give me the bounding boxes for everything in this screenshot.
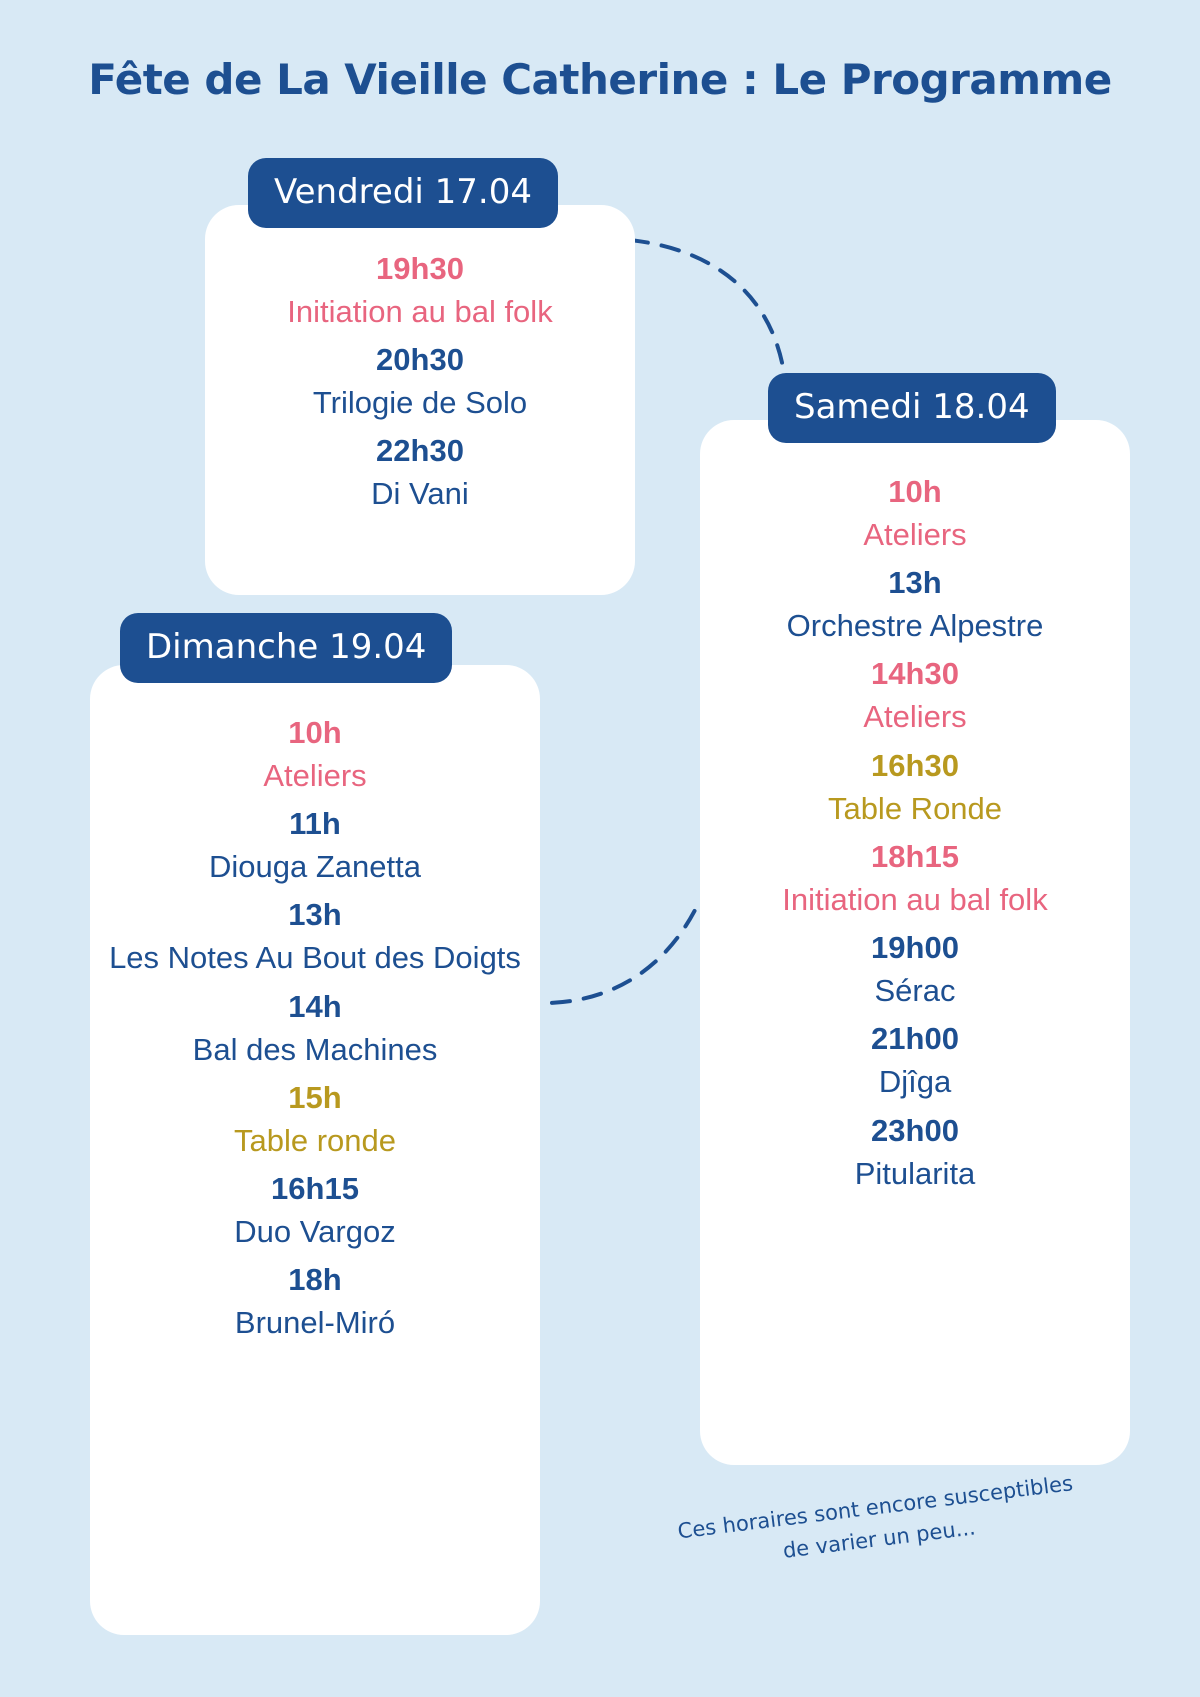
day-tab-samedi: Samedi 18.04 <box>768 373 1056 443</box>
slot-time: 20h30 <box>376 342 464 378</box>
slot-time: 14h30 <box>871 656 959 692</box>
schedule-item <box>718 926 1112 1011</box>
slot-time: 19h30 <box>376 251 464 286</box>
schedule-item <box>718 561 1112 646</box>
day-card-dimanche <box>90 665 540 1635</box>
schedule-item <box>223 247 617 332</box>
slot-event: Table Ronde <box>827 790 1003 826</box>
slot-event: Sérac <box>874 973 956 1009</box>
slot-time: 16h15 <box>271 1171 359 1207</box>
schedule-item <box>108 1167 522 1252</box>
slot-time: 14h <box>288 988 342 1024</box>
slot-event: Djîga <box>878 1064 952 1100</box>
schedule-list-vendredi <box>205 247 635 515</box>
day-card-samedi <box>700 420 1130 1465</box>
slot-event: Pitularita <box>854 1155 976 1191</box>
slot-event: Initiation au bal folk <box>287 293 553 329</box>
schedule-item <box>108 1258 522 1343</box>
slot-time: 18h15 <box>871 838 959 874</box>
schedule-list-samedi <box>700 470 1130 1194</box>
slot-time: 23h00 <box>871 1112 959 1148</box>
schedule-item <box>718 744 1112 829</box>
slot-time: 16h30 <box>871 747 959 783</box>
slot-time: 10h <box>288 715 342 750</box>
schedule-item <box>718 1109 1112 1194</box>
slot-event: Bal des Machines <box>192 1031 438 1067</box>
footnote: Ces horaires sont encore susceptibles de varier un peu... <box>676 1471 1075 1563</box>
schedule-list-dimanche <box>90 711 540 1344</box>
slot-time: 19h00 <box>871 930 959 966</box>
schedule-item <box>223 338 617 423</box>
slot-event: Les Notes Au Bout des Doigts <box>109 940 521 976</box>
schedule-item <box>718 470 1112 555</box>
slot-event: Table ronde <box>233 1122 396 1158</box>
page-title: Fête de La Vieille Catherine : Le Programme <box>88 55 1112 104</box>
slot-time: 22h30 <box>376 433 464 469</box>
slot-event: Orchestre Alpestre <box>786 608 1044 644</box>
slot-event: Ateliers <box>863 699 967 735</box>
day-card-vendredi <box>205 205 635 595</box>
schedule-item <box>718 1017 1112 1102</box>
slot-time: 21h00 <box>871 1021 959 1057</box>
schedule-item <box>108 893 522 978</box>
slot-time: 13h <box>888 565 942 601</box>
slot-event: Diouga Zanetta <box>209 849 421 885</box>
schedule-item <box>223 429 617 514</box>
schedule-item <box>108 802 522 887</box>
day-tab-vendredi: Vendredi 17.04 <box>248 158 558 228</box>
slot-event: Ateliers <box>863 516 967 552</box>
slot-time: 18h <box>288 1262 342 1298</box>
slot-time: 11h <box>289 806 341 842</box>
day-tab-dimanche: Dimanche 19.04 <box>120 613 452 683</box>
schedule-item <box>108 711 522 796</box>
slot-event: Trilogie de Solo <box>312 385 528 421</box>
schedule-item <box>108 1076 522 1161</box>
slot-event: Ateliers <box>263 757 367 793</box>
slot-event: Di Vani <box>371 476 469 512</box>
schedule-item <box>108 985 522 1070</box>
schedule-item <box>718 835 1112 920</box>
schedule-item <box>718 652 1112 737</box>
slot-event: Initiation au bal folk <box>782 881 1048 917</box>
slot-time: 15h <box>288 1079 342 1115</box>
slot-event: Brunel-Miró <box>234 1305 396 1341</box>
slot-event: Duo Vargoz <box>234 1214 396 1250</box>
slot-time: 10h <box>888 474 942 509</box>
slot-time: 13h <box>288 897 342 933</box>
